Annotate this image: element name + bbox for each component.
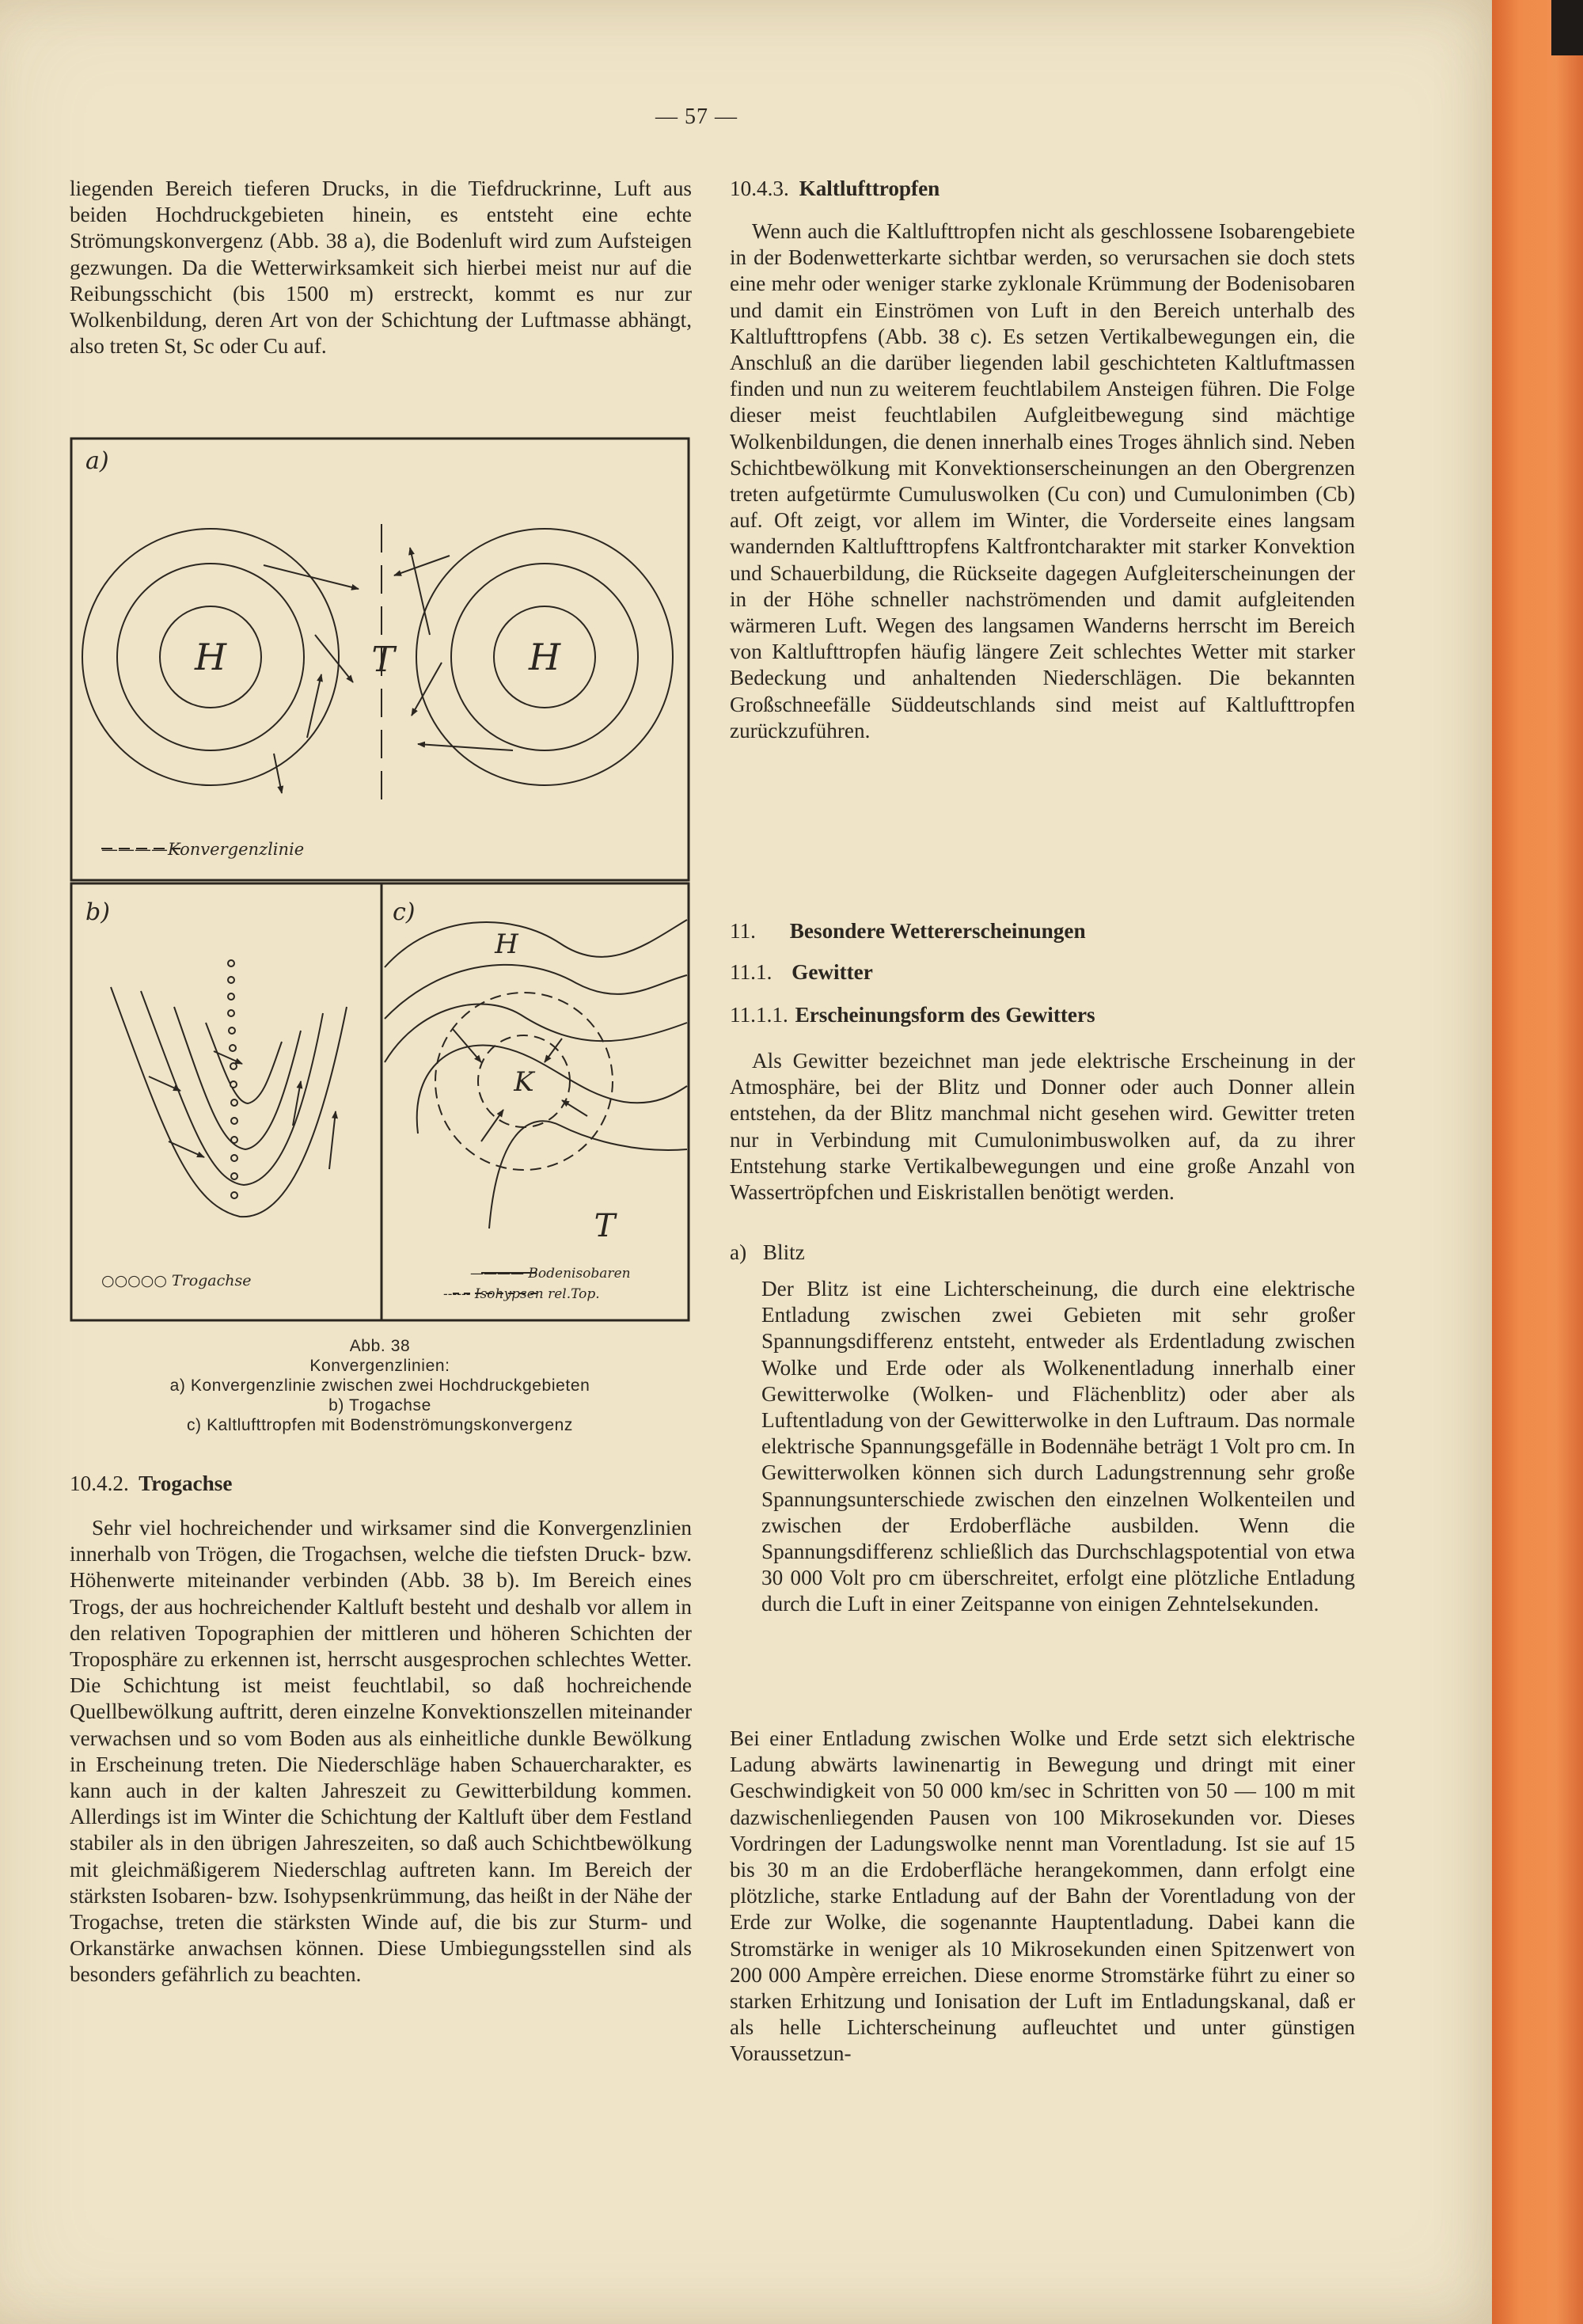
blitz-text: Der Blitz ist eine Lichterscheinung, die durch eine elektrische Entladung zwischen zwei Gebieten mit sehr großer Spannungsdifferenz entsteht, entweder als Erdentladung zwischen Wolke und Erde oder als Wolkenentladung innerhalb einer Gewitterwolke (Wolken- und Flächenblitz) oder aber als Luftentladung von der Gewitterwolke in den Luftraum. Das normale elektrische Spannungsgefälle in Bodennähe beträgt 1 Volt pro cm. In Gewitterwolken können sich durch Ladungstrennung sehr große Spannungsunterschiede zwischen den einzelnen Wolkenteilen und zwischen der Erdoberfläche ausbilden. Wenn die Spannungsdifferenz schließlich das Durchschlagspotential von etwa 30 000 Volt pro cm überschreitet, erfolgt eine plötzliche Entladung durch die Luft in einer Zeitspanne von einigen Zehntelsekunden.	[761, 1277, 1355, 1616]
intro-text: liegenden Bereich tieferen Drucks, in die Tiefdruckrinne, Luft aus beiden Hochdruckgebieten hinein, es entsteht eine echte Strömungskonvergenz (Abb. 38 a), die Bodenluft wird zum Aufsteigen gezwungen. Da die Wetterwirksamkeit sich hierbei meist nur auf die Reibungsschicht (bis 1500 m) erstreckt, kommt es nur zur Wolkenbildung, deren Art von der Schichtung der Luftmasse abhängt, also treten St, Sc oder Cu auf.	[70, 177, 692, 359]
trogachse-text: Sehr viel hochreichender und wirksamer sind die Konvergenzlinien innerhalb von Trögen, die Trogachsen, welche die tiefsten Druck- bzw. Höhenwerte miteinander verbinden (Abb. 38 b). Im Bereich eines Trogs, der aus hochreichender Kaltluft besteht und deshalb vor allem in den relativen Topographien der mittleren und höheren Schichten der Troposphäre zu erkennen ist, herrscht ausgesprochen schlechtes Wetter. Die Schichtung ist meist feuchtlabil, so daß hochreichende Quellbewölkung auftritt, deren einzelne Konvektionszellen miteinander verwachsen und so vom Boden aus als einheitliche dunkle Bewölkung in Erscheinung treten. Die Niederschläge haben Schauercharakter, es kann auch in der kalten Jahreszeit zu Gewitterbildung kommen. Allerdings ist im Winter die Schichtung der Kaltluft über dem Festland stabiler als in den übrigen Jahreszeiten, so daß auch Schichtbewölkung mit gleichmäßigerem Niederschlag auftreten kann. Im Bereich der stärksten Isobaren- bzw. Isohypsenkrümmung, das heißt in der Nähe der Trogachse, treten die stärksten Winde auf, die bis zur Sturm- und Orkanstärke anwachsen können. Diese Umbiegungsstellen sind als besonders gefährlich zu beachten.	[70, 1516, 692, 1987]
scan-background-corner	[1551, 0, 1583, 55]
panel-b-label: b)	[85, 898, 110, 926]
kaltlufttropfen-text: Wenn auch die Kaltlufttropfen nicht als geschlossene Isobarengebiete in der Bodenwetterkarte sichtbar werden, so verursachen sie doch stets eine mehr oder weniger starke zyklonale Krümmung der Bodenisobaren und damit ein Einströmen von Luft in den Bereich unterhalb des Kaltlufttropfens (Abb. 38 c). Es setzen Vertikalbewegungen ein, die Anschluß an die darüber liegenden labil geschichteten Kaltluftmassen finden und nun zu weiterem feuchtlabilem Ansteigen führen. Die Folge dieser meist feuchtlabilen Aufgleitbewegung sind mächtige Wolkenbildungen, die denen innerhalb eines Troges ähnlich sind. Neben Schichtbewölkung mit Konvektionserscheinungen an den Obergrenzen treten aufgetürmte Cumuluswolken (Cu con) und Cumulonimben (Cb) auf. Oft zeigt, vor allem im Winter, die Vorderseite eines langsam wandernden Kaltlufttropfens Kaltfrontcharakter mit starker Konvektion und Schauerbildung, die Rückseite dagegen Aufgleiterscheinungen der in der Höhe schneller nachströmenden und damit aufgleitenden wärmeren Luft. Wegen des langsamen Wanderns herrscht im Bereich von Kaltlufttropfen häufig längere Zeit schlechtes Wetter mit starker Bedeckung und anhaltenden Niederschlägen. Die bekannten Großschneefälle Süddeutschlands sind meist auf Kaltlufttropfen zurückzuführen.	[730, 219, 1355, 742]
section-1042-heading	[70, 1471, 692, 1497]
left-intro-paragraph	[70, 176, 692, 359]
caption-c: c) Kaltlufttropfen mit Bodenströmungskonvergenz	[186, 1416, 574, 1434]
caption-a: a) Konvergenzlinie zwischen zwei Hochdruckgebieten	[169, 1377, 590, 1395]
panel-bc-frame	[71, 883, 689, 1320]
panel-c-isobars	[385, 920, 687, 1228]
caption-title: Konvergenzlinien:	[309, 1357, 450, 1375]
trogachse-paragraph	[70, 1515, 692, 1988]
gewitter-text: Als Gewitter bezeichnet man jede elektrische Erscheinung in der Atmosphäre, bei der Blitz und Donner oder auch Donner allein entstehen, da der Blitz manchmal nicht gesehen wird. Gewitter treten nur in Verbindung mit Cumulonimbuswolken auf, da zu ihrer Entstehung starke Vertikalbewegungen und eine große Anzahl von Wassertröpfchen und Eiskristallen benötigt werden.	[730, 1049, 1355, 1205]
isohypsen-legend: ------ Isohypsen rel.Top.	[443, 1286, 600, 1302]
section-111-number: 11.1.	[730, 960, 773, 984]
trogachse-legend: ○○○○○ Trogachse	[101, 1272, 252, 1289]
entladung-paragraph	[730, 1726, 1355, 2068]
panel-b-wind-arrows	[149, 1051, 336, 1169]
high-symbol-left: H	[194, 636, 227, 678]
kaltlufttropfen-paragraph	[730, 218, 1355, 744]
section-111-heading	[730, 959, 1355, 985]
panel-b-isobars	[111, 987, 347, 1217]
section-1043-number: 10.4.3.	[730, 177, 789, 200]
section-111-title: Gewitter	[792, 960, 873, 984]
high-symbol-right: H	[528, 636, 561, 678]
figure-caption	[70, 1336, 690, 1435]
blitz-heading	[730, 1240, 1355, 1266]
section-11-number: 11.	[730, 919, 756, 943]
orange-page-edge	[1492, 0, 1583, 2324]
gewitter-paragraph	[730, 1048, 1355, 1206]
low-symbol-panel-c: K	[514, 1066, 534, 1098]
figure-38-drawing	[70, 437, 690, 1322]
blitz-label: a)	[730, 1240, 747, 1264]
section-11-heading	[730, 918, 1355, 944]
panel-c-label: c)	[393, 898, 416, 926]
figure-38	[70, 437, 690, 1322]
high-symbol-panel-c: H	[495, 928, 518, 960]
section-1111-number: 11.1.1.	[730, 1003, 788, 1027]
caption-b: b) Trogachse	[328, 1396, 431, 1415]
section-1042-number: 10.4.2.	[70, 1471, 129, 1495]
trogachse-circles	[228, 960, 237, 1198]
konvergenzlinie-legend: ————Konvergenzlinie	[101, 840, 305, 859]
trough-symbol-panel-c: T	[594, 1208, 616, 1244]
section-1042-title: Trogachse	[139, 1471, 233, 1495]
section-1043-heading	[730, 176, 1355, 202]
caption-number: Abb. 38	[349, 1337, 411, 1355]
entladung-text: Bei einer Entladung zwischen Wolke und Erde setzt sich elektrische Ladung abwärts lawinenartig in Bewegung und dringt mit einer Geschwindigkeit von 50 000 km/sec in Schritten von 50 — 100 m mit dazwischenliegenden Pausen von 100 Mikrosekunden vor. Dieses Vordringen der Ladungswolke nennt man Vorentladung. Ist sie auf 15 bis 30 m an die Erdoberfläche herangekommen, dann erfolgt eine plötzliche, starke Entladung auf der Bahn der Vorentladung von der Erde zur Wolke, die sogenannte Hauptentladung. Dabei kann die Stromstärke in weniger als 10 Mikrosekunden einen Spitzenwert von 200 000 Ampère erreichen. Diese enorme Stromstärke führt zu einer so starken Erhitzung und Ionisation der Luft im Entladungskanal, daß er als helle Lichterscheinung aufleuchtet und unter günstigen Voraussetzun-	[730, 1726, 1355, 2066]
panel-a-label: a)	[85, 447, 109, 475]
trough-symbol-panel-a: T	[371, 640, 395, 680]
page-number: — 57 —	[655, 104, 738, 129]
blitz-title: Blitz	[762, 1240, 805, 1264]
section-1111-heading	[730, 1002, 1355, 1028]
section-11-title: Besondere Wettererscheinungen	[789, 919, 1086, 943]
section-1111-title: Erscheinungsform des Gewitters	[795, 1003, 1095, 1027]
bodenisobaren-legend: ———— Bodenisobaren	[470, 1266, 631, 1282]
blitz-paragraph	[761, 1276, 1355, 1618]
section-1043-title: Kaltlufttropfen	[799, 177, 940, 200]
